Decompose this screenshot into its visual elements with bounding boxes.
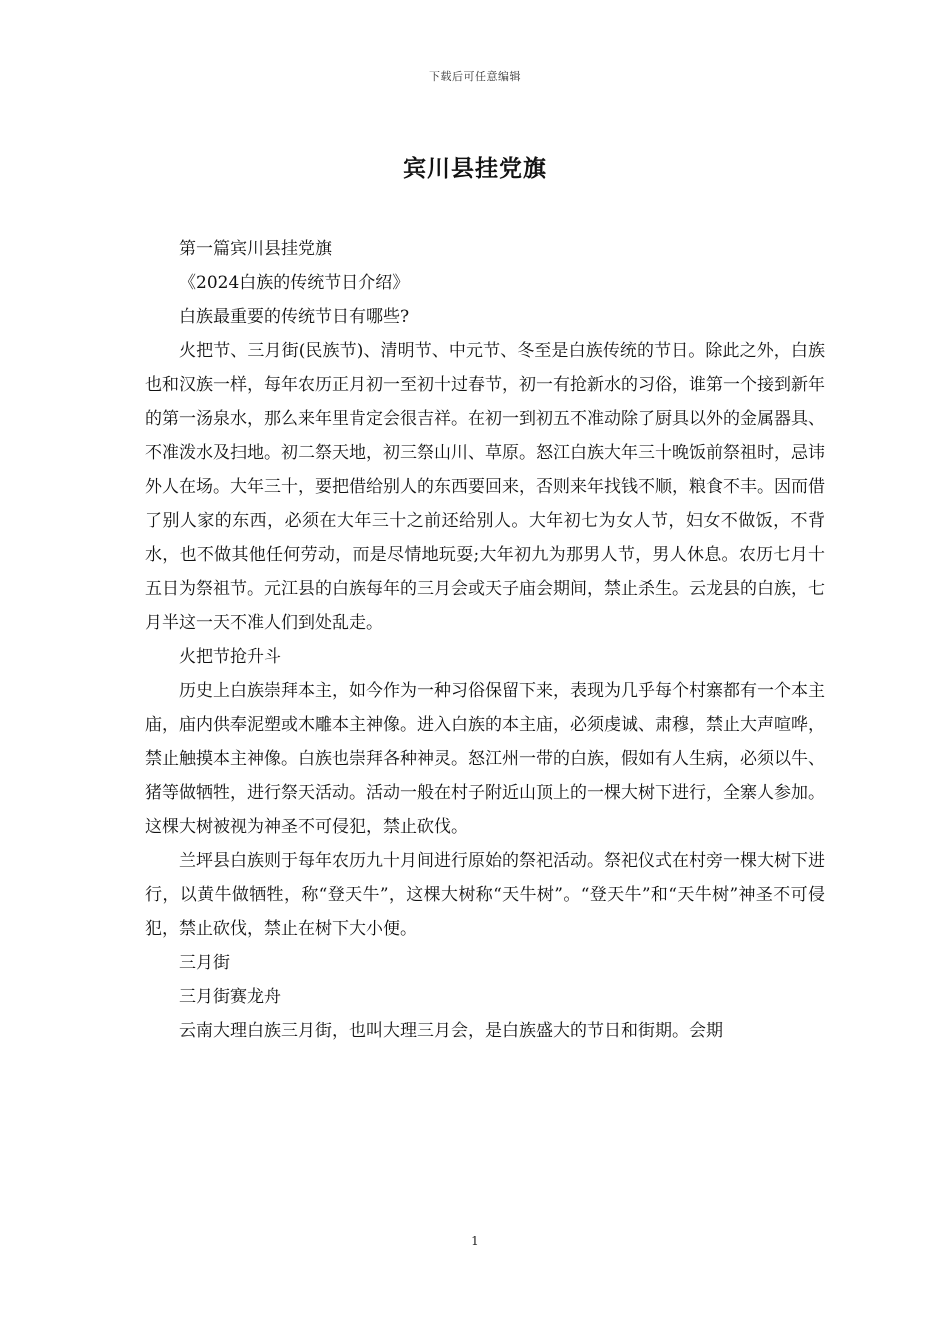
body-paragraph: 云南大理白族三月街，也叫大理三月会，是白族盛大的节日和街期。会期 [179,1021,723,1041]
document-body [145,232,825,1048]
subheading: 三月街 [179,953,230,973]
question-line: 白族最重要的传统节日有哪些? [179,307,410,327]
page-number: 1 [471,1234,479,1248]
body-paragraph: 兰坪县白族则于每年农历九十月间进行原始的祭祀活动。祭祀仪式在村旁一棵大树下进行，以黄牛做牺牲，称“登天牛”，这棵大树称“天牛树”。“登天牛”和“天牛树”神圣不可侵犯，禁止砍伐，禁止在树下大小便。 [145,851,825,939]
document-title: 宾川县挂党旗 [403,155,547,182]
subheading: 火把节抢升斗 [179,647,281,667]
body-paragraph: 历史上白族崇拜本主，如今作为一种习俗保留下来，表现为几乎每个村寨都有一个本主庙，庙内供奉泥塑或木雕本主神像。进入白族的本主庙，必须虔诚、肃穆，禁止大声喧哗，禁止触摸本主神像。白族也崇拜各种神灵。怒江州一带的白族，假如有人生病，必须以牛、猪等做牺牲，进行祭天活动。活动一般在村子附近山顶上的一棵大树下进行，全寨人参加。这棵大树被视为神圣不可侵犯，禁止砍伐。 [145,681,825,837]
subheading: 三月街赛龙舟 [179,987,281,1007]
section-heading: 第一篇宾川县挂党旗 [179,239,332,259]
article-title: 《2024白族的传统节日介绍》 [179,273,410,293]
body-paragraph: 火把节、三月街(民族节)、清明节、中元节、冬至是白族传统的节日。除此之外，白族也和汉族一样，每年农历正月初一至初十过春节，初一有抢新水的习俗，谁第一个接到新年的第一汤泉水，那么来年里肯定会很吉祥。在初一到初五不准动除了厨具以外的金属器具、不准泼水及扫地。初二祭天地，初三祭山川、草原。怒江白族大年三十晚饭前祭祖时，忌讳外人在场。大年三十，要把借给别人的东西要回来，否则来年找钱不顺，粮食不丰。因而借了别人家的东西，必须在大年三十之前还给别人。大年初七为女人节，妇女不做饭，不背水，也不做其他任何劳动，而是尽情地玩耍;大年初九为那男人节，男人休息。农历七月十五日为祭祖节。元江县的白族每年的三月会或天子庙会期间，禁止杀生。云龙县的白族，七月半这一天不准人们到处乱走。 [145,341,825,633]
page-header-note: 下载后可任意编辑 [429,70,521,83]
